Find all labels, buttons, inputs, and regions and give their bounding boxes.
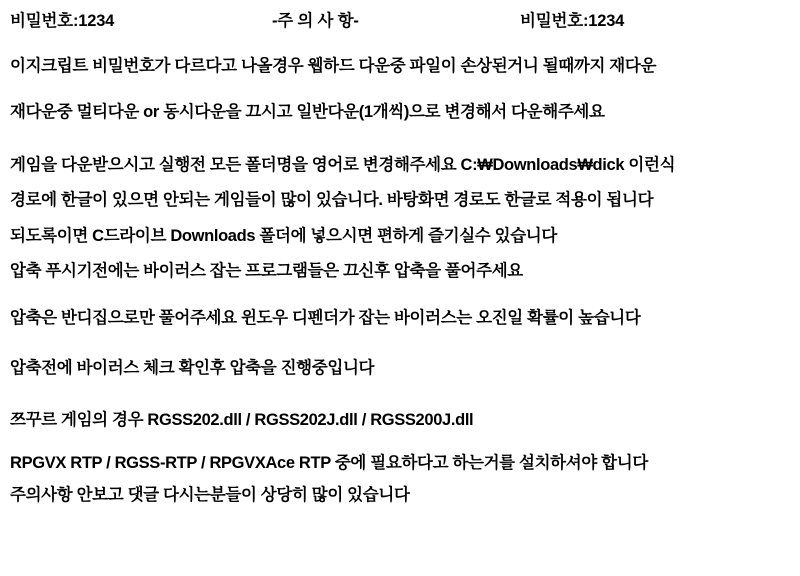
notice-line-7: 압축은 반디집으로만 풀어주세요 윈도우 디펜더가 잡는 바이러스는 오진일 확률이 높습니다 <box>10 309 641 327</box>
notice-line-2: 재다운중 멀티다운 or 동시다운을 끄시고 일반다운(1개씩)으로 변경해서 다운해주세요 <box>10 103 605 121</box>
password-right-label: 비밀번호:1234 <box>520 12 625 30</box>
notice-line-1: 이지크립트 비밀번호가 다르다고 나올경우 웹하드 다운중 파일이 손상된거니 될때까지 재다운 <box>10 57 657 75</box>
notice-line-4: 경로에 한글이 있으면 안되는 게임들이 많이 있습니다. 바탕화면 경로도 한글로 적용이 됩니다 <box>10 191 654 209</box>
notice-line-10: RPGVX RTP / RGSS-RTP / RPGVXAce RTP 중에 필요하다고 하는거를 설치하셔야 합니다 <box>10 454 648 472</box>
notice-line-8: 압축전에 바이러스 체크 확인후 압축을 진행중입니다 <box>10 359 375 377</box>
notice-line-3: 게임을 다운받으시고 실행전 모든 폴더명을 영어로 변경해주세요 C:₩Downloads₩dick 이런식 <box>10 156 676 174</box>
notice-line-5: 되도록이면 C드라이브 Downloads 폴더에 넣으시면 편하게 즐기실수 있습니다 <box>10 227 557 245</box>
password-left-label: 비밀번호:1234 <box>10 12 115 30</box>
notice-line-9: 쯔꾸르 게임의 경우 RGSS202.dll / RGSS202J.dll / RGSS200J.dll <box>10 411 474 429</box>
notice-line-11: 주의사항 안보고 댓글 다시는분들이 상당히 많이 있습니다 <box>10 486 410 504</box>
document-header <box>0 6 800 32</box>
notice-line-6: 압축 푸시기전에는 바이러스 잡는 프로그램들은 끄신후 압축을 풀어주세요 <box>10 262 523 280</box>
page-title: -주 의 사 항- <box>272 12 359 30</box>
